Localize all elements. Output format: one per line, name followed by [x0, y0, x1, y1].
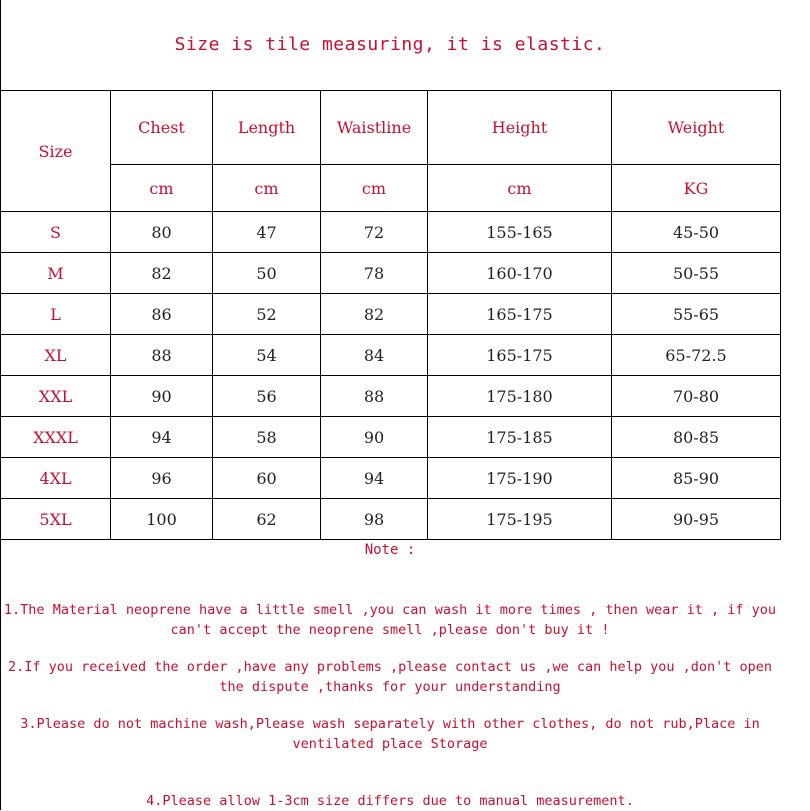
chart-title: Size is tile measuring, it is elastic. [174, 34, 606, 55]
cell-size: XXXL [1, 417, 111, 458]
cell-chest: 90 [111, 376, 213, 417]
table-row [1, 294, 781, 335]
table-row [1, 417, 781, 458]
cell-waistline: 72 [321, 212, 428, 253]
header-size: Size [1, 91, 111, 212]
unit-weight: KG [612, 165, 781, 212]
header-weight: Weight [612, 91, 781, 165]
cell-chest: 86 [111, 294, 213, 335]
cell-chest: 82 [111, 253, 213, 294]
header-height: Height [428, 91, 612, 165]
cell-weight: 50-55 [612, 253, 781, 294]
cell-length: 58 [213, 417, 321, 458]
unit-chest: cm [111, 165, 213, 212]
cell-weight: 90-95 [612, 499, 781, 540]
size-table [0, 90, 781, 540]
cell-length: 54 [213, 335, 321, 376]
note-title: Note : [364, 542, 416, 558]
cell-size: XXL [1, 376, 111, 417]
cell-waistline: 82 [321, 294, 428, 335]
note-3: 3.Please do not machine wash,Please wash separately with other clothes, do not rub,Place in ventilated place Storage [20, 716, 760, 752]
cell-weight: 85-90 [612, 458, 781, 499]
cell-waistline: 90 [321, 417, 428, 458]
cell-chest: 80 [111, 212, 213, 253]
note-4: 4.Please allow 1-3cm size differs due to manual measurement. [146, 793, 634, 809]
unit-length: cm [213, 165, 321, 212]
cell-length: 50 [213, 253, 321, 294]
cell-size: L [1, 294, 111, 335]
table-row [1, 212, 781, 253]
table-row [1, 253, 781, 294]
cell-height: 175-180 [428, 376, 612, 417]
cell-height: 175-190 [428, 458, 612, 499]
table-row [1, 499, 781, 540]
header-waistline: Waistline [321, 91, 428, 165]
cell-weight: 55-65 [612, 294, 781, 335]
header-chest: Chest [111, 91, 213, 165]
cell-length: 52 [213, 294, 321, 335]
cell-waistline: 78 [321, 253, 428, 294]
cell-weight: 70-80 [612, 376, 781, 417]
cell-chest: 94 [111, 417, 213, 458]
unit-row [1, 165, 781, 212]
cell-weight: 80-85 [612, 417, 781, 458]
table-row [1, 335, 781, 376]
cell-size: 4XL [1, 458, 111, 499]
cell-height: 155-165 [428, 212, 612, 253]
cell-size: M [1, 253, 111, 294]
cell-height: 165-175 [428, 335, 612, 376]
cell-waistline: 98 [321, 499, 428, 540]
cell-height: 160-170 [428, 253, 612, 294]
cell-length: 47 [213, 212, 321, 253]
note-2: 2.If you received the order ,have any problems ,please contact us ,we can help you ,don't open the dispute ,thanks for your understanding [7, 659, 772, 695]
cell-waistline: 88 [321, 376, 428, 417]
cell-waistline: 84 [321, 335, 428, 376]
cell-size: S [1, 212, 111, 253]
cell-height: 175-195 [428, 499, 612, 540]
unit-height: cm [428, 165, 612, 212]
cell-height: 165-175 [428, 294, 612, 335]
cell-length: 62 [213, 499, 321, 540]
cell-length: 60 [213, 458, 321, 499]
cell-length: 56 [213, 376, 321, 417]
cell-weight: 65-72.5 [612, 335, 781, 376]
header-length: Length [213, 91, 321, 165]
table-row [1, 376, 781, 417]
cell-chest: 96 [111, 458, 213, 499]
table-row [1, 458, 781, 499]
cell-weight: 45-50 [612, 212, 781, 253]
cell-size: 5XL [1, 499, 111, 540]
cell-chest: 88 [111, 335, 213, 376]
cell-height: 175-185 [428, 417, 612, 458]
cell-size: XL [1, 335, 111, 376]
header-row [1, 91, 781, 165]
cell-waistline: 94 [321, 458, 428, 499]
cell-chest: 100 [111, 499, 213, 540]
note-1: 1.The Material neoprene have a little smell ,you can wash it more times , then wear it , if you can't accept the neoprene smell ,please don't buy it ! [3, 602, 777, 638]
unit-waistline: cm [321, 165, 428, 212]
